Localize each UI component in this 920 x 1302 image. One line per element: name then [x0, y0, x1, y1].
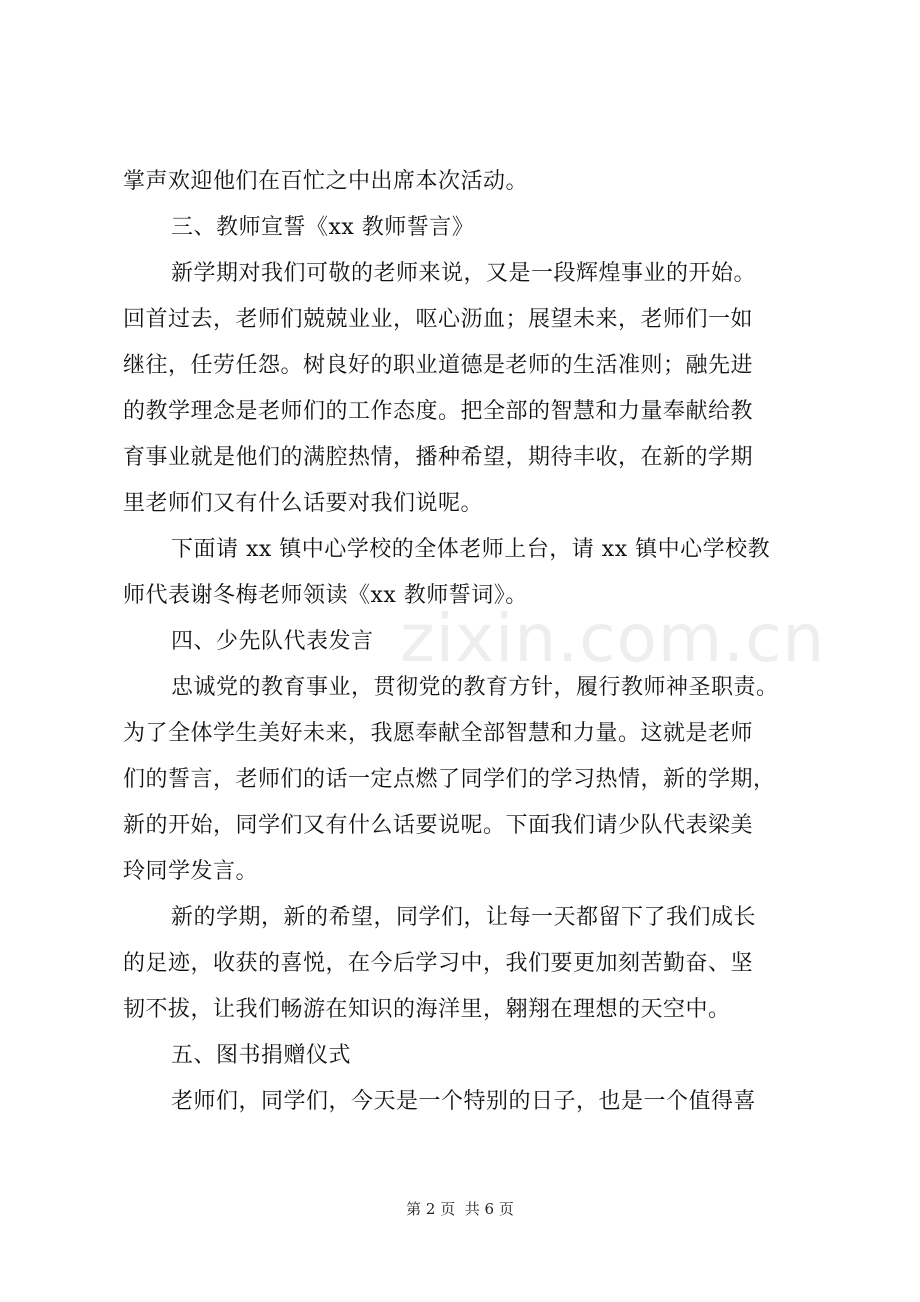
paragraph-line: 掌声欢迎他们在百忙之中出席本次活动。 [123, 169, 529, 194]
paragraph-line: 继往，任劳任怨。树良好的职业道德是老师的生活准则；融先进 [123, 353, 754, 378]
paragraph-line: 新学期对我们可敬的老师来说，又是一段辉煌事业的开始。 [171, 261, 757, 286]
paragraph-line: 新的学期，新的希望，同学们，让每一天都留下了我们成长 [171, 905, 757, 930]
paragraph-line: 们的誓言，老师们的话一定点燃了同学们的学习热情，新的学期， [123, 767, 776, 792]
paragraph-line: 为了全体学生美好未来，我愿奉献全部智慧和力量。这就是老师 [123, 721, 754, 746]
paragraph-line: 忠诚党的教育事业，贯彻党的教育方针，履行教师神圣职责。 [171, 675, 779, 700]
section-heading: 五、图书捐赠仪式 [171, 1043, 352, 1068]
paragraph-line: 老师们，同学们，今天是一个特别的日子，也是一个值得喜 [171, 1089, 757, 1114]
paragraph-line: 的足迹，收获的喜悦，在今后学习中，我们要更加刻苦勤奋、坚 [123, 951, 754, 976]
paragraph-line: 下面请 xx 镇中心学校的全体老师上台，请 xx 镇中心学校教 [171, 537, 771, 562]
section-heading: 四、少先队代表发言 [171, 629, 374, 654]
paragraph-line: 育事业就是他们的满腔热情，播种希望，期待丰收，在新的学期 [123, 445, 754, 470]
paragraph-line: 韧不拔，让我们畅游在知识的海洋里，翱翔在理想的天空中。 [123, 997, 731, 1022]
paragraph-line: 里老师们又有什么话要对我们说呢。 [123, 491, 484, 516]
watermark: zixin.com.cn [400, 600, 826, 677]
paragraph-line: 的教学理念是老师们的工作态度。把全部的智慧和力量奉献给教 [123, 399, 754, 424]
paragraph-line: 回首过去，老师们兢兢业业，呕心沥血；展望未来，老师们一如 [123, 307, 754, 332]
paragraph-line: 师代表谢冬梅老师领读《xx 教师誓词》。 [123, 583, 528, 608]
paragraph-line: 玲同学发言。 [123, 859, 259, 884]
page-number-footer: 第 2 页 共 6 页 [406, 1200, 514, 1218]
section-heading: 三、教师宣誓《xx 教师誓言》 [171, 215, 475, 240]
paragraph-line: 新的开始，同学们又有什么话要说呢。下面我们请少队代表梁美 [123, 813, 754, 838]
